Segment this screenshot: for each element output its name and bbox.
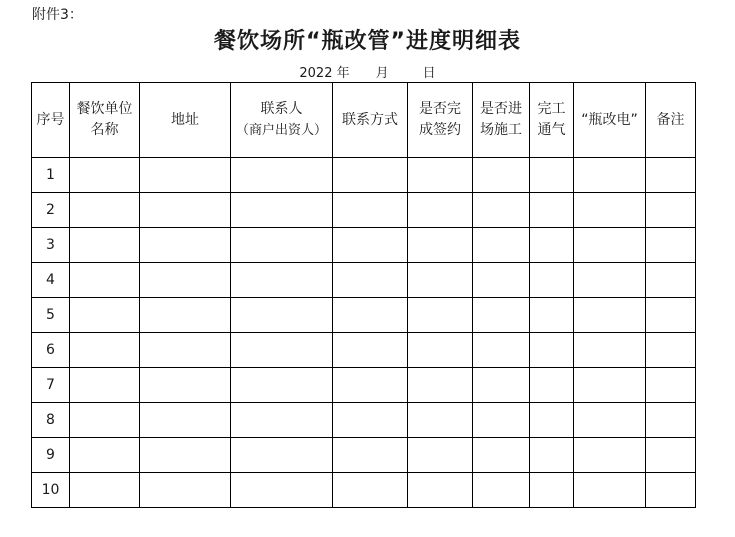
table-row <box>32 438 696 473</box>
cell-bottle-to-electric[interactable] <box>574 158 646 193</box>
cell-construction-started[interactable] <box>473 403 530 438</box>
table-body <box>32 158 696 508</box>
cell-contact-person[interactable] <box>231 158 333 193</box>
row-index: 4 <box>32 263 70 298</box>
cell-bottle-to-electric[interactable] <box>574 403 646 438</box>
cell-contract-signed[interactable] <box>408 438 473 473</box>
cell-contact-person[interactable] <box>231 193 333 228</box>
cell-address[interactable] <box>140 193 231 228</box>
row-index: 8 <box>32 403 70 438</box>
cell-address[interactable] <box>140 473 231 508</box>
header-gas-connected: 完工 通气 <box>530 83 574 158</box>
cell-unit-name[interactable] <box>70 228 140 263</box>
cell-remarks[interactable] <box>646 193 696 228</box>
row-index: 10 <box>32 473 70 508</box>
header-remarks: 备注 <box>646 83 696 158</box>
cell-contact-method[interactable] <box>333 263 408 298</box>
header-address: 地址 <box>140 83 231 158</box>
cell-bottle-to-electric[interactable] <box>574 193 646 228</box>
cell-contact-method[interactable] <box>333 193 408 228</box>
cell-construction-started[interactable] <box>473 263 530 298</box>
cell-contact-method[interactable] <box>333 403 408 438</box>
cell-construction-started[interactable] <box>473 333 530 368</box>
cell-unit-name[interactable] <box>70 158 140 193</box>
cell-construction-started[interactable] <box>473 158 530 193</box>
cell-gas-connected[interactable] <box>530 403 574 438</box>
cell-gas-connected[interactable] <box>530 298 574 333</box>
table-row <box>32 193 696 228</box>
row-index: 2 <box>32 193 70 228</box>
cell-bottle-to-electric[interactable] <box>574 473 646 508</box>
cell-remarks[interactable] <box>646 228 696 263</box>
cell-gas-connected[interactable] <box>530 193 574 228</box>
cell-gas-connected[interactable] <box>530 438 574 473</box>
cell-contact-method[interactable] <box>333 333 408 368</box>
cell-contact-person[interactable] <box>231 403 333 438</box>
attachment-label: 附件3： <box>32 7 83 23</box>
table-row <box>32 403 696 438</box>
cell-remarks[interactable] <box>646 158 696 193</box>
cell-contact-person[interactable] <box>231 263 333 298</box>
cell-unit-name[interactable] <box>70 298 140 333</box>
cell-remarks[interactable] <box>646 263 696 298</box>
cell-address[interactable] <box>140 403 231 438</box>
header-row <box>32 83 696 158</box>
cell-contract-signed[interactable] <box>408 158 473 193</box>
date-line <box>0 62 735 81</box>
cell-contact-person[interactable] <box>231 473 333 508</box>
cell-remarks[interactable] <box>646 403 696 438</box>
table-row <box>32 298 696 333</box>
cell-contact-method[interactable] <box>333 228 408 263</box>
cell-contract-signed[interactable] <box>408 193 473 228</box>
cell-bottle-to-electric[interactable] <box>574 333 646 368</box>
cell-construction-started[interactable] <box>473 438 530 473</box>
cell-bottle-to-electric[interactable] <box>574 438 646 473</box>
header-contact-method: 联系方式 <box>333 83 408 158</box>
row-index: 6 <box>32 333 70 368</box>
cell-bottle-to-electric[interactable] <box>574 368 646 403</box>
row-index: 7 <box>32 368 70 403</box>
cell-gas-connected[interactable] <box>530 228 574 263</box>
cell-remarks[interactable] <box>646 368 696 403</box>
date-day: 日 <box>422 66 436 81</box>
cell-contact-person[interactable] <box>231 333 333 368</box>
cell-contact-method[interactable] <box>333 298 408 333</box>
cell-contract-signed[interactable] <box>408 368 473 403</box>
cell-bottle-to-electric[interactable] <box>574 263 646 298</box>
cell-contact-method[interactable] <box>333 438 408 473</box>
cell-gas-connected[interactable] <box>530 368 574 403</box>
table-row <box>32 263 696 298</box>
cell-contact-person[interactable] <box>231 228 333 263</box>
header-contact-person: 联系人 （商户出资人） <box>231 83 333 158</box>
header-construction-started: 是否进 场施工 <box>473 83 530 158</box>
cell-remarks[interactable] <box>646 438 696 473</box>
cell-bottle-to-electric[interactable] <box>574 298 646 333</box>
cell-construction-started[interactable] <box>473 298 530 333</box>
cell-contact-method[interactable] <box>333 368 408 403</box>
cell-construction-started[interactable] <box>473 228 530 263</box>
cell-contract-signed[interactable] <box>408 473 473 508</box>
row-index: 5 <box>32 298 70 333</box>
header-index: 序号 <box>32 83 70 158</box>
cell-unit-name[interactable] <box>70 368 140 403</box>
cell-construction-started[interactable] <box>473 473 530 508</box>
cell-construction-started[interactable] <box>473 193 530 228</box>
cell-gas-connected[interactable] <box>530 473 574 508</box>
cell-contact-method[interactable] <box>333 473 408 508</box>
cell-contact-person[interactable] <box>231 368 333 403</box>
cell-contact-person[interactable] <box>231 298 333 333</box>
table-row <box>32 333 696 368</box>
cell-gas-connected[interactable] <box>530 333 574 368</box>
cell-address[interactable] <box>140 298 231 333</box>
page-title: 餐饮场所“瓶改管”进度明细表 <box>214 29 521 54</box>
cell-contract-signed[interactable] <box>408 298 473 333</box>
cell-contact-person[interactable] <box>231 438 333 473</box>
row-index: 9 <box>32 438 70 473</box>
progress-table <box>31 82 696 508</box>
table-row <box>32 158 696 193</box>
table-row <box>32 228 696 263</box>
table-row <box>32 473 696 508</box>
cell-contract-signed[interactable] <box>408 263 473 298</box>
cell-unit-name[interactable] <box>70 263 140 298</box>
cell-gas-connected[interactable] <box>530 158 574 193</box>
header-unit-name: 餐饮单位 名称 <box>70 83 140 158</box>
date-month: 月 <box>375 66 389 81</box>
table-row <box>32 368 696 403</box>
cell-gas-connected[interactable] <box>530 263 574 298</box>
cell-unit-name[interactable] <box>70 403 140 438</box>
cell-address[interactable] <box>140 368 231 403</box>
row-index: 3 <box>32 228 70 263</box>
cell-address[interactable] <box>140 263 231 298</box>
cell-address[interactable] <box>140 158 231 193</box>
cell-address[interactable] <box>140 333 231 368</box>
cell-address[interactable] <box>140 438 231 473</box>
cell-unit-name[interactable] <box>70 333 140 368</box>
cell-construction-started[interactable] <box>473 368 530 403</box>
header-contract-signed: 是否完 成签约 <box>408 83 473 158</box>
cell-unit-name[interactable] <box>70 193 140 228</box>
cell-contract-signed[interactable] <box>408 228 473 263</box>
row-index: 1 <box>32 158 70 193</box>
date-year: 2022 年 <box>299 66 350 81</box>
cell-bottle-to-electric[interactable] <box>574 228 646 263</box>
cell-remarks[interactable] <box>646 333 696 368</box>
cell-remarks[interactable] <box>646 473 696 508</box>
cell-contract-signed[interactable] <box>408 333 473 368</box>
cell-unit-name[interactable] <box>70 438 140 473</box>
cell-address[interactable] <box>140 228 231 263</box>
header-bottle-to-electric: “瓶改电” <box>574 83 646 158</box>
cell-contract-signed[interactable] <box>408 403 473 438</box>
cell-unit-name[interactable] <box>70 473 140 508</box>
cell-contact-method[interactable] <box>333 158 408 193</box>
cell-remarks[interactable] <box>646 298 696 333</box>
